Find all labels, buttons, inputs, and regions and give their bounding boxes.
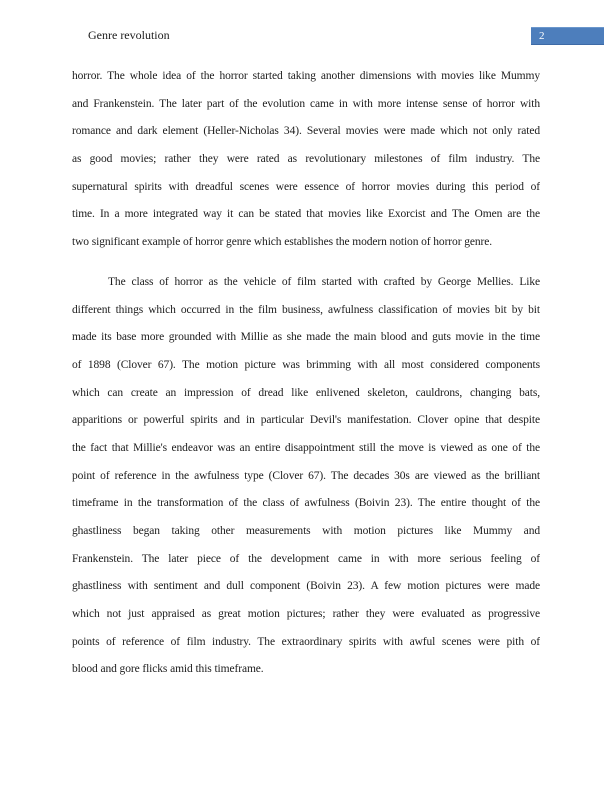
text-line: timeframe in the transformation of the class of awfulness (Boivin 23). The entire thought of the bbox=[72, 497, 540, 510]
text-line: and Frankenstein. The later part of the evolution came in with more intense sense of horror with bbox=[72, 97, 540, 110]
text-line: ghastliness began taking other measurements with motion pictures like Mummy and bbox=[72, 525, 540, 537]
paragraph bbox=[72, 269, 540, 684]
text-line: blood and gore flicks amid this timeframe. bbox=[72, 663, 264, 676]
document-body bbox=[72, 63, 540, 684]
text-line: as good movies; rather they were rated as revolutionary milestones of film industry. The bbox=[72, 153, 540, 166]
text-line: point of reference in the awfulness type (Clover 67). The decades 30s are viewed as the brilliant bbox=[72, 469, 540, 482]
text-line: which can create an impression of dread like enlivened skeleton, cauldrons, changing bats, bbox=[72, 386, 540, 399]
text-line: supernatural spirits with dreadful scenes were essence of horror movies during this period of bbox=[72, 180, 540, 193]
running-head-title: Genre revolution bbox=[88, 28, 170, 42]
page-header bbox=[72, 27, 604, 45]
text-line: of 1898 (Clover 67). The motion picture was brimming with all most considered components bbox=[72, 358, 540, 371]
text-line: Frankenstein. The later piece of the development came in with more serious feeling of bbox=[72, 552, 540, 565]
text-line: made its base more grounded with Millie as she made the main blood and guts movie in the time bbox=[72, 331, 540, 344]
text-line: points of reference of film industry. The extraordinary spirits with awful scenes were pith of bbox=[72, 635, 540, 648]
text-line: different things which occurred in the film business, awfulness classification of movies bit by bit bbox=[72, 303, 540, 316]
text-line: time. In a more integrated way it can be stated that movies like Exorcist and The Omen are the bbox=[72, 208, 540, 221]
text-line: apparitions or powerful spirits and in particular Devil's manifestation. Clover opine that despite bbox=[72, 414, 540, 427]
page-number: 2 bbox=[539, 30, 545, 42]
text-line: ghastliness with sentiment and dull component (Boivin 23). A few motion pictures were made bbox=[72, 580, 540, 593]
text-line: the fact that Millie's endeavor was an entire disappointment still the move is viewed as one of the bbox=[72, 441, 540, 454]
paragraph bbox=[72, 63, 540, 257]
page-number-badge bbox=[531, 27, 604, 45]
text-line: The class of horror as the vehicle of film started with crafted by George Mellies. Like bbox=[108, 275, 540, 288]
text-line: horror. The whole idea of the horror started taking another dimensions with movies like Mummy bbox=[72, 70, 540, 82]
text-line: romance and dark element (Heller-Nicholas 34). Several movies were made which not only rated bbox=[72, 125, 540, 138]
text-line: two significant example of horror genre which establishes the modern notion of horror genre. bbox=[72, 236, 493, 249]
text-line: which not just appraised as great motion pictures; rather they were evaluated as progressive bbox=[72, 608, 540, 621]
